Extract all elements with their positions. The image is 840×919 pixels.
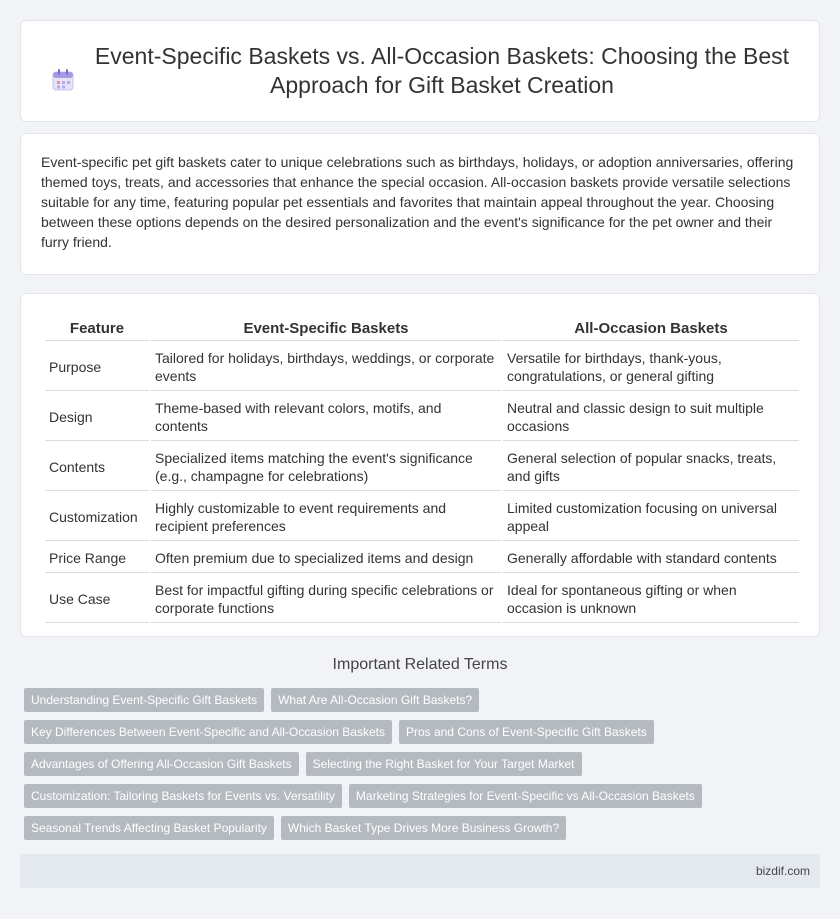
related-terms-heading: Important Related Terms	[332, 656, 508, 673]
cell-event-specific: Specialized items matching the event's significance (e.g., champagne for celebrations)	[151, 443, 501, 491]
cell-all-occasion: Limited customization focusing on universal appeal	[503, 493, 799, 541]
header-all-occasion: All-Occasion Baskets	[503, 314, 799, 341]
cell-feature: Use Case	[45, 575, 149, 623]
table-row	[45, 575, 799, 623]
cell-all-occasion: General selection of popular snacks, treats, and gifts	[503, 443, 799, 491]
cell-feature: Price Range	[45, 543, 149, 573]
cell-event-specific: Theme-based with relevant colors, motifs, and contents	[151, 393, 501, 441]
related-term-tag[interactable]: Pros and Cons of Event-Specific Gift Baskets	[399, 720, 654, 744]
cell-all-occasion: Neutral and classic design to suit multiple occasions	[503, 393, 799, 441]
cell-feature: Purpose	[45, 343, 149, 391]
table-row	[45, 443, 799, 491]
table-row	[45, 343, 799, 391]
cell-event-specific: Highly customizable to event requirements and recipient preferences	[151, 493, 501, 541]
comparison-table	[43, 312, 801, 625]
cell-all-occasion: Generally affordable with standard contents	[503, 543, 799, 573]
related-term-tag[interactable]: What Are All-Occasion Gift Baskets?	[271, 688, 479, 712]
related-terms-list	[24, 688, 824, 840]
related-term-tag[interactable]: Seasonal Trends Affecting Basket Popularity	[24, 816, 274, 840]
footer-brand-link[interactable]: bizdif.com	[755, 864, 810, 878]
related-term-tag[interactable]: Customization: Tailoring Baskets for Events vs. Versatility	[24, 784, 342, 808]
calendar-icon	[50, 67, 76, 93]
comparison-table-card	[20, 293, 820, 637]
related-term-tag[interactable]: Advantages of Offering All-Occasion Gift Baskets	[24, 752, 299, 776]
cell-event-specific: Often premium due to specialized items and design	[151, 543, 501, 573]
related-term-tag[interactable]: Which Basket Type Drives More Business Growth?	[281, 816, 566, 840]
cell-feature: Design	[45, 393, 149, 441]
related-term-tag[interactable]: Understanding Event-Specific Gift Baskets	[24, 688, 264, 712]
footer	[20, 854, 820, 888]
page-title: Event-Specific Baskets vs. All-Occasion Baskets: Choosing the Best Approach for Gift Basket Creation	[94, 43, 790, 98]
cell-feature: Customization	[45, 493, 149, 541]
header-event-specific: Event-Specific Baskets	[151, 314, 501, 341]
cell-event-specific: Tailored for holidays, birthdays, weddings, or corporate events	[151, 343, 501, 391]
header-feature: Feature	[45, 314, 149, 341]
table-row	[45, 493, 799, 541]
related-term-tag[interactable]: Key Differences Between Event-Specific and All-Occasion Baskets	[24, 720, 392, 744]
header-card	[20, 20, 820, 122]
table-header-row	[45, 314, 799, 341]
related-term-tag[interactable]: Selecting the Right Basket for Your Target Market	[306, 752, 582, 776]
table-row	[45, 543, 799, 573]
cell-event-specific: Best for impactful gifting during specific celebrations or corporate functions	[151, 575, 501, 623]
cell-feature: Contents	[45, 443, 149, 491]
cell-all-occasion: Ideal for spontaneous gifting or when occasion is unknown	[503, 575, 799, 623]
related-term-tag[interactable]: Marketing Strategies for Event-Specific vs All-Occasion Baskets	[349, 784, 702, 808]
intro-paragraph: Event-specific pet gift baskets cater to unique celebrations such as birthdays, holidays, or adoption anniversaries, offering themed toys, treats, and accessories that enhance the special occasion. All-occasion baskets provide versatile selections suitable for any time, featuring popular pet essentials and favorites that maintain appeal throughout the year. Choosing between these options depends on the desired personalization and the event's significance for the pet owner and their furry friend.	[20, 133, 820, 275]
table-row	[45, 393, 799, 441]
cell-all-occasion: Versatile for birthdays, thank-yous, congratulations, or general gifting	[503, 343, 799, 391]
